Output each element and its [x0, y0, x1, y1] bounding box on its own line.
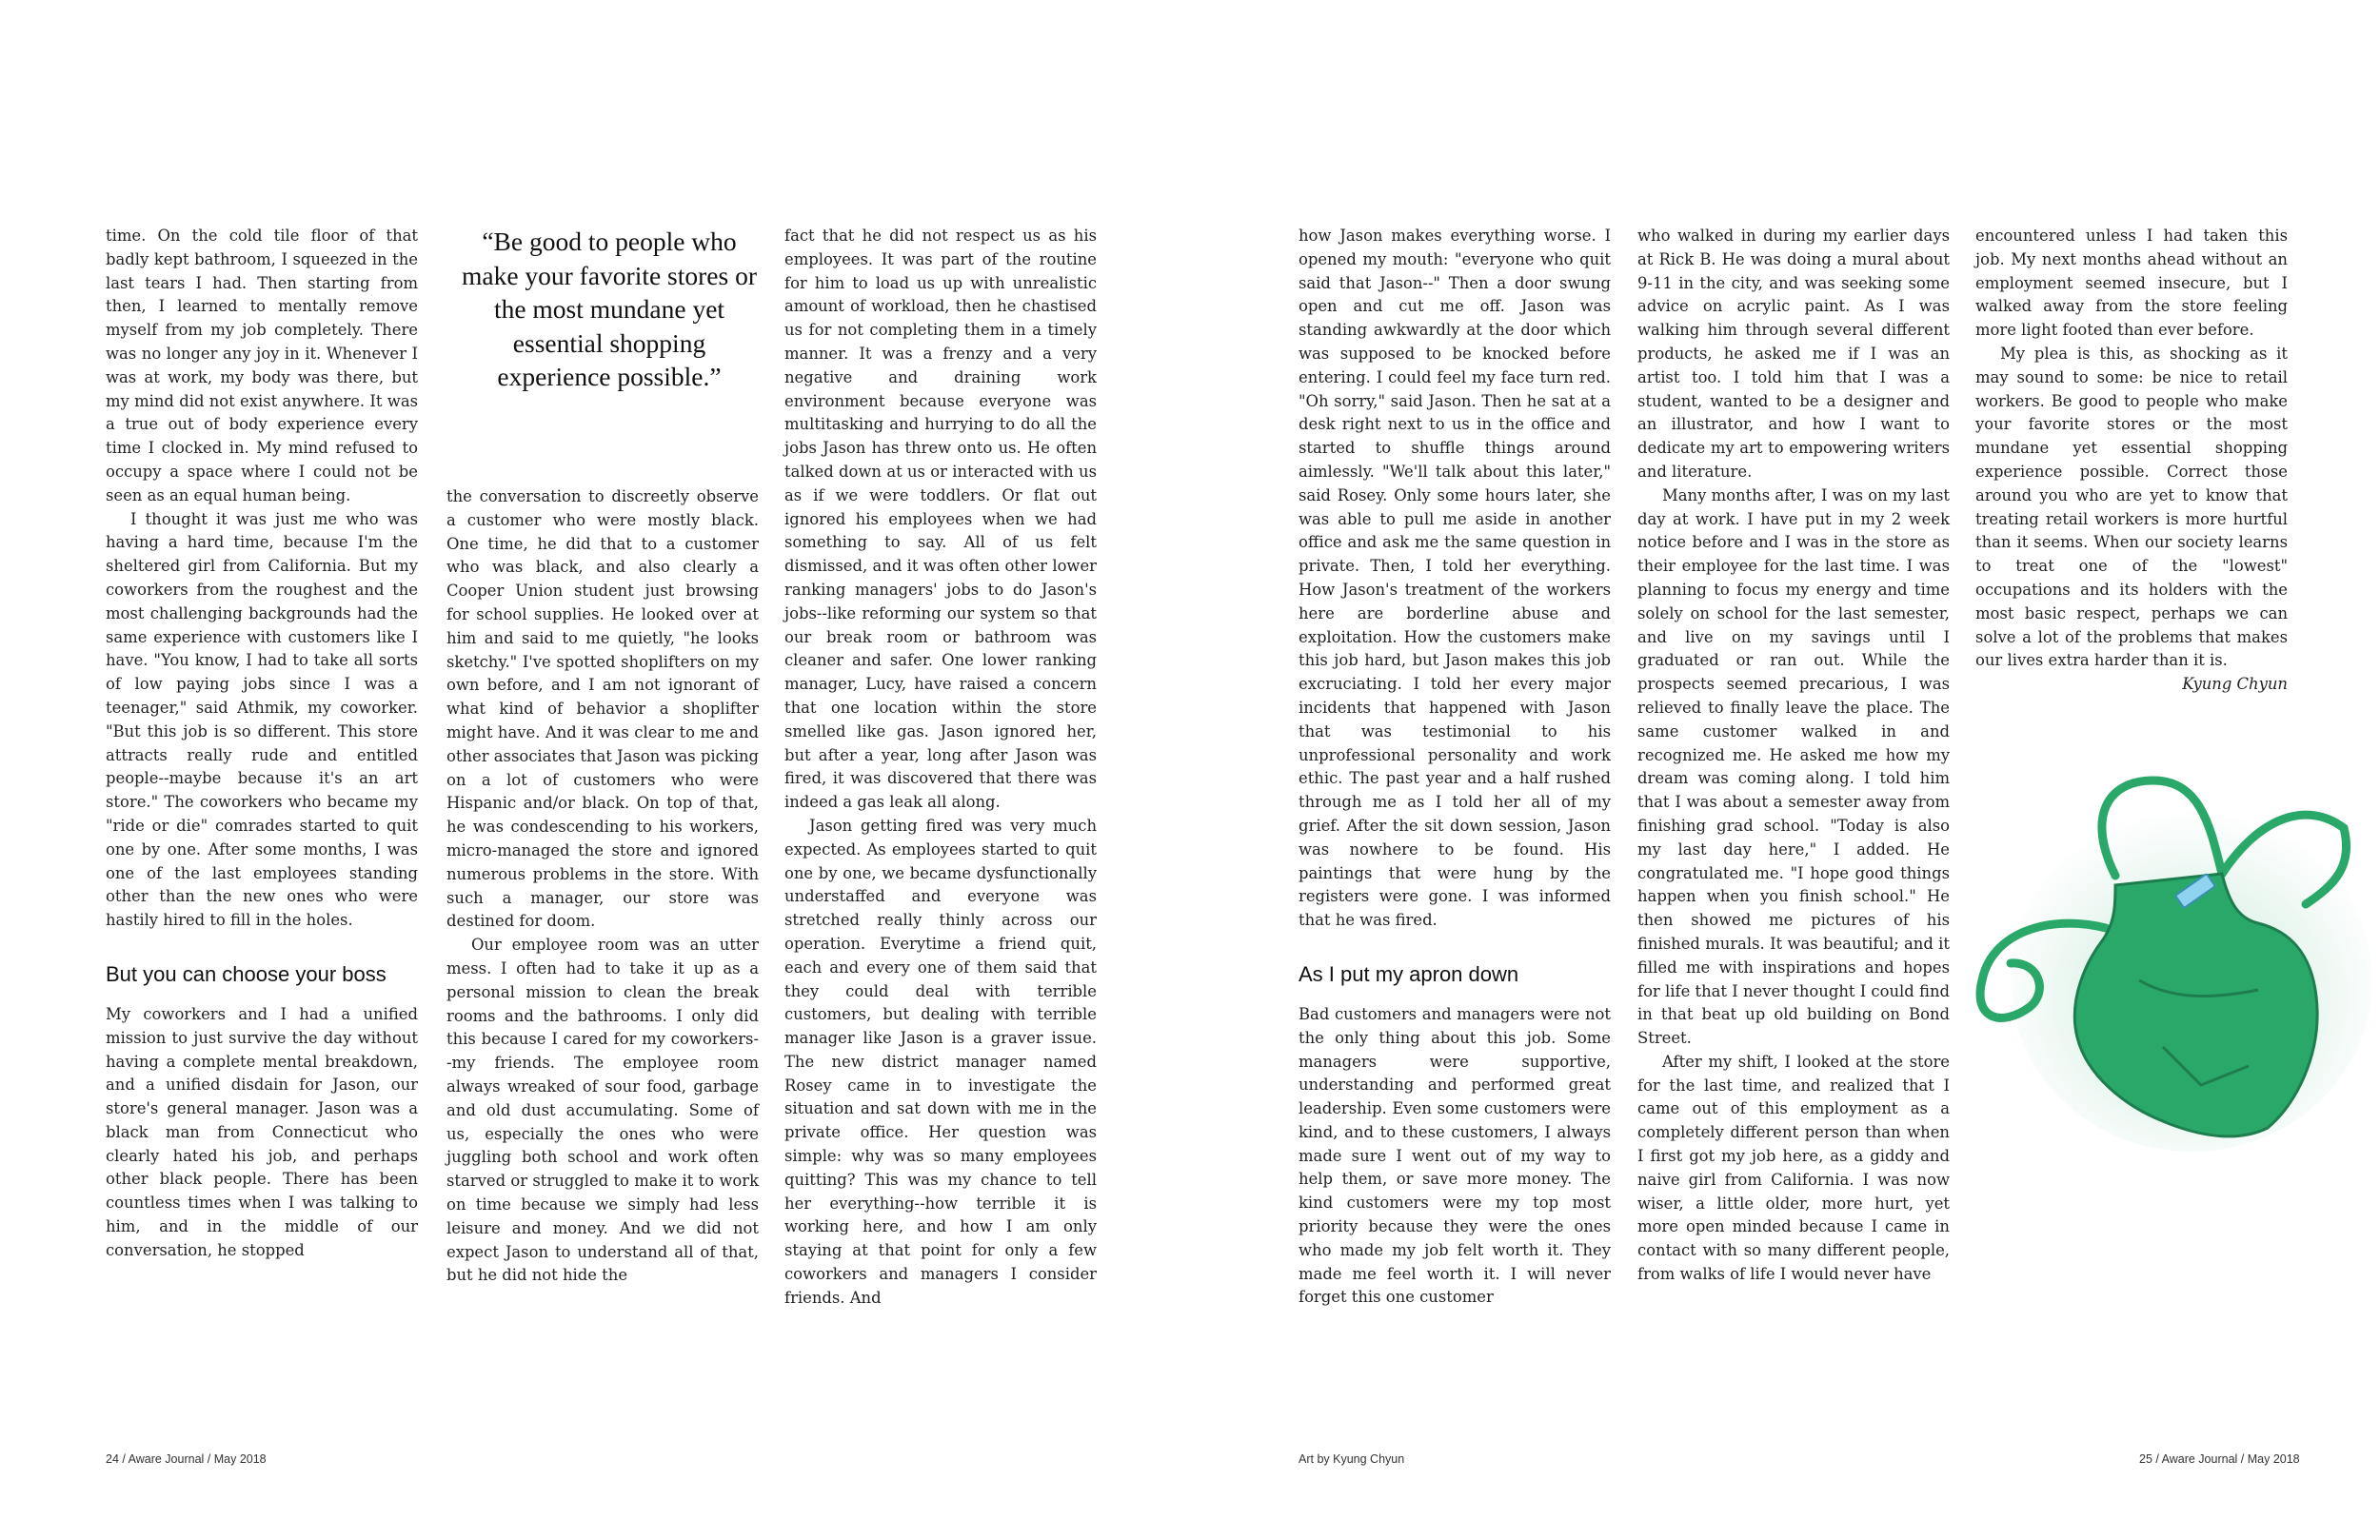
paragraph: who walked in during my earlier days at Rick B. He was doing a mural about 9-11 in the city, and was seeking some advice on acrylic paint. As I was walking him through several different products, he asked me if I was an artist too. I told him that I was a student, wanted to be a designer and an illustrator, and how I want to dedicate my art to empowering writers and literature. [1637, 227, 1950, 481]
apron-illustration [1973, 761, 2359, 1161]
page-footer-right: 25 / Aware Journal / May 2018 [2139, 1452, 2300, 1466]
column-4 [1299, 225, 1611, 1307]
author-signature: Kyung Chyun [2182, 675, 2288, 694]
paragraph: My plea is this, as shocking as it may sound to some: be nice to retail workers. Be good to people who make your favorite stores or the most mundane yet essential shopping experience possible. Correct those around you who are yet to know that treating retail workers is more hurtful than it seems. When our society learns to treat one of the "lowest" occupations and its holders with the most basic respect, perhaps we can solve a lot of the problems that makes our lives extra harder than it is. [1975, 344, 2288, 670]
paragraph: My coworkers and I had a unified mission to just survive the day without having a complete mental breakdown, and a unified disdain for Jason, our store's general manager. Jason was a black man from Connecticut who clearly hated his job, and perhaps other black people. There has been countless times when I was talking to him, and in the middle of our conversation, he stopped [106, 1004, 418, 1259]
paragraph: Jason getting fired was very much expected. As employees started to quit one by one, we became dysfunctionally understaffed and everyone was stretched really thinly across our operation. Everytime a friend quit, each and every one of them said that they could deal with terrible customers, but dealing with terrible manager like Jason is a graver issue. The new district manager named Rosey came in to investigate the situation and sat down with me in the private office. Her question was simple: why was so many employees quitting? This was my chance to tell her everything--how terrible it is working here, and how I am only staying at that point for only a few coworkers and managers I consider friends. And [784, 816, 1097, 1307]
column-6 [1975, 225, 2288, 720]
paragraph: After my shift, I looked at the store for the last time, and realized that I came out of this employment as a completely different person than when I first got my job here, as a giddy and naive girl from California. I was now wiser, a little older, more hurt, yet more open minded because I came in contact with so many different people, from walks of life I would never have [1637, 1052, 1950, 1284]
pull-quote: “Be good to people who make your favorite stores or the most mundane yet essential shopping experience possible.” [461, 227, 758, 391]
paragraph: the conversation to discreetly observe a customer who were mostly black. One time, he did that to a customer who was black, and also clearly a Cooper Union student just browsing for school supplies. He looked over at him and said to me quietly, "he looks sketchy." I've spotted shoplifters on my own before, and I am not ignorant of what kind of behavior a shoplifter might have. And it was clear to me and other associates that Jason was picking on a lot of customers who were Hispanic and/or black. On top of that, he was condescending to his workers, micro-managed the store and ignored numerous problems in the store. With such a manager, our store was destined for doom. [446, 487, 759, 931]
paragraph: Bad customers and managers were not the only thing about this job. Some managers were supportive, understanding and performed great leadership. Even some customers were kind, and to these customers, I always made sure I went out of my way to help them, or save more money. The kind customers were my top most priority because they were the ones who made my job felt worth it. They made me feel worth it. I will never forget this one customer [1299, 1004, 1611, 1307]
paragraph: Our employee room was an utter mess. I often had to take it up as a personal mission to clean the break rooms and the bathrooms. I only did this because I cared for my coworkers--my friends. The employee room always wreaked of sour food, garbage and old dust accumulating. Some of us, especially the ones who were juggling both school and work often starved or struggled to make it to work on time because we simply had less leisure and money. And we did not expect Jason to understand all of that, but he did not hide the [446, 936, 759, 1285]
paragraph: time. On the cold tile floor of that badly kept bathroom, I squeezed in the last tears I had. Then starting from then, I learned to mentally remove myself from my job completely. There was no longer any joy in it. Whenever I was at work, my body was there, but my mind did not exist anywhere. It was a true out of body experience every time I clocked in. My mind refused to occupy a space where I could not be seen as an equal human being. [106, 227, 418, 504]
paragraph: Many months after, I was on my last day at work. I have put in my 2 week notice before and I was in the store as their employee for the last time. I was planning to focus my energy and time solely on school for the last semester, and live on my savings until I graduated or ran out. While the prospects seemed precarious, I was relieved to finally leave the place. The same customer walked in and recognized me. He asked me how my dream was coming along. I told him that I was about a semester away from finishing grad school. "Today is also my last day here," I added. He congratulated me. "I hope good things happen when you finish school." He then showed me pictures of his finished murals. It was beautiful; and it filled me with inspirations and hopes for life that I never thought I could find in that beat up old building on Bond Street. [1637, 485, 1950, 1048]
section-heading: As I put my apron down [1299, 961, 1519, 986]
column-3 [784, 225, 1097, 1307]
page-footer-left: 24 / Aware Journal / May 2018 [106, 1452, 267, 1466]
paragraph: I thought it was just me who was having a hard time, because I'm the sheltered girl from California. But my coworkers from the roughest and the most challenging backgrounds had the same experience with customers like I have. "You know, I had to take all sorts of low paying jobs since I was a teenager," said Athmik, my coworker. "But this job is so different. This store attracts really rude and entitled people--maybe because it's an art store." The coworkers who became my "ride or die" comrades started to quit one by one. After some months, I was one of the last employees standing other than the new ones who were hastily hired to fill in the holes. [106, 509, 418, 930]
paragraph: how Jason makes everything worse. I opened my mouth: "everyone who quit said that Jason--" Then a door swung open and cut me off. Jason was standing awkwardly at the door which was supposed to be knocked before entering. I could feel my face turn red. "Oh sorry," said Jason. Then he sat at a desk right next to us in the office and started to shuffle things around aimlessly. "We'll talk about this later," said Rosey. Only some hours later, she was able to pull me aside in another office and ask me the same question in private. Then, I told her everything. How Jason's treatment of the workers here are borderline abuse and exploitation. How the customers make this job hard, but Jason makes this job excruciating. I told her every major incidents that happened with Jason that was testimonial to his unprofessional personality and work ethic. The past year and a half rushed through me as I told her all of my grief. After the sit down session, Jason was nowhere to be found. His paintings that were hung by the registers were gone. I was informed that he was fired. [1299, 227, 1611, 930]
paragraph: encountered unless I had taken this job. My next months ahead without an employment seemed insecure, but I walked away from the store feeling more light footed than ever before. [1975, 227, 2288, 340]
column-1 [106, 225, 418, 1259]
art-credit: Art by Kyung Chyun [1299, 1452, 1405, 1466]
column-2 [446, 485, 759, 1285]
section-heading: But you can choose your boss [106, 961, 387, 986]
paragraph: fact that he did not respect us as his employees. It was part of the routine for him to load us up with unrealistic amount of workload, then he chastised us for not completing them in a timely manner. It was a frenzy and a very negative and draining work environment because everyone was multitasking and hurrying to do all the jobs Jason has threw onto us. He often talked down at us or interacted with us as if we were toddlers. Or flat out ignored his employees when we had something to say. All of us felt dismissed, and it was often other lower ranking managers' jobs to do Jason's jobs--like reforming our system so that our break room or bathroom was cleaner and safer. One lower ranking manager, Lucy, have raised a concern that one location within the store smelled like gas. Jason ignored her, but after a year, long after Jason was fired, it was discovered that there was indeed a gas leak all along. [784, 227, 1097, 812]
column-5 [1637, 225, 1950, 1284]
